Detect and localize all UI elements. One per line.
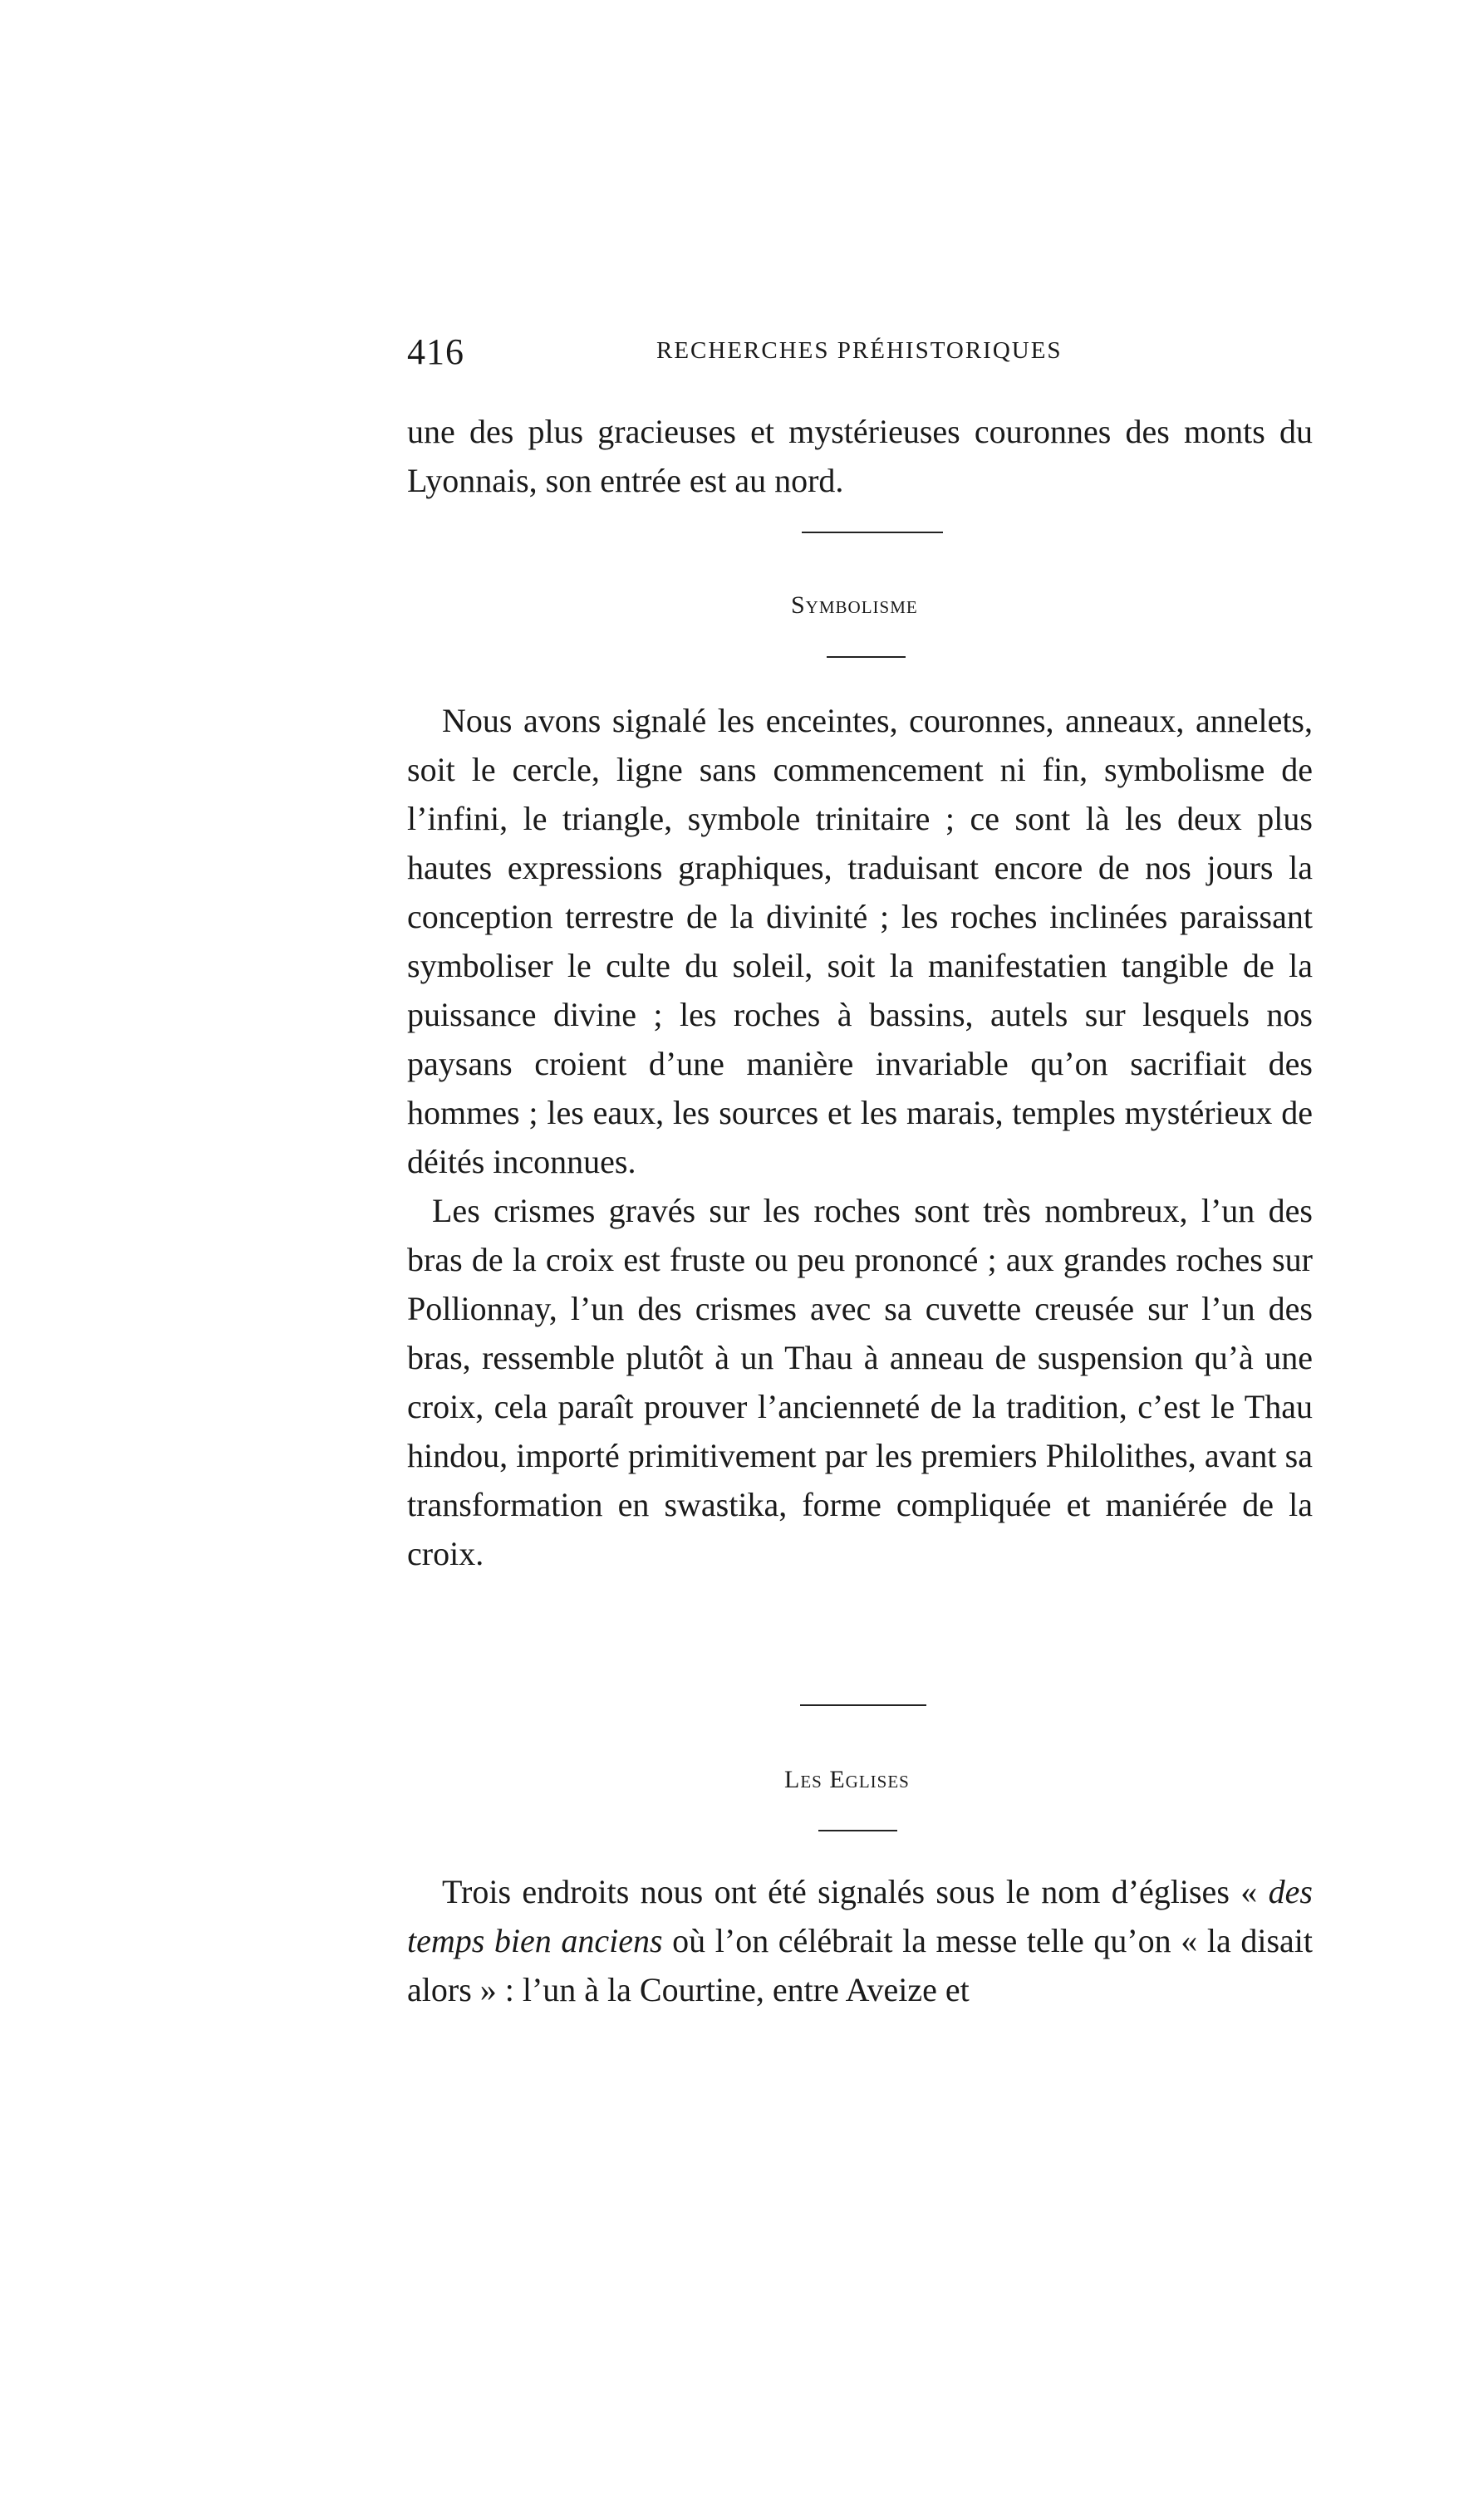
page-number: 416 <box>407 331 464 372</box>
symbolisme-text-block <box>407 696 1313 1578</box>
intro-paragraph: une des plus gracieuses et mystérieuses couronnes des monts du Lyonnais, son entrée est au nord. <box>407 413 1313 499</box>
section-divider <box>800 1704 926 1706</box>
symbolisme-paragraph-1: Nous avons signalé les enceintes, couronnes, anneaux, annelets, soit le cercle, ligne sans commencement ni fin, symbolisme de l’infini, le triangle, symbole trinitaire ; ce sont là les deux plus hautes expressions graphiques, traduisant encore de nos jours la conception terrestre de la divinité ; les roches inclinées paraissant symboliser le culte du soleil, soit la manifestatien tangible de la puissance divine ; les roches à bassins, autels sur lesquels nos paysans croient d’une manière invariable qu’on sacrifiait des hommes ; les eaux, les sources et les marais, temples mystérieux de déités inconnues. <box>407 702 1313 1180</box>
eglises-text-block <box>407 1867 1313 2014</box>
eglises-text-italic: des temps bien anciens <box>407 1873 1313 1959</box>
eglises-paragraph <box>407 1867 1313 2014</box>
heading-underline <box>827 656 906 658</box>
eglises-text-end: où l’on célébrait la messe telle qu’on « la disait alors » : l’un à la Courtine, entre Aveize et <box>407 1922 1313 2008</box>
intro-paragraph-block <box>407 407 1313 505</box>
section-divider <box>802 532 943 533</box>
section-heading-eglises: Les Eglises <box>784 1766 910 1793</box>
symbolisme-paragraph-2: Les crismes gravés sur les roches sont très nombreux, l’un des bras de la croix est fruste ou peu prononcé ; aux grandes roches sur Pollionnay, l’un des crismes avec sa cuvette creusée sur l’un des bras, ressemble plutôt à un Thau à anneau de suspension qu’à une croix, cela paraît prouver l’ancienneté de la tradition, c’est le Thau hindou, importé primitivement par les premiers Philolithes, avant sa transformation en swastika, forme compliquée et maniérée de la croix. <box>407 1192 1313 1572</box>
section-heading-symbolisme: Symbolisme <box>791 591 918 619</box>
heading-underline <box>818 1830 897 1831</box>
running-title: RECHERCHES PRÉHISTORIQUES <box>656 337 1063 364</box>
running-head <box>407 331 1313 380</box>
eglises-text-start: Trois endroits nous ont été signalés sous le nom d’églises « <box>442 1873 1269 1910</box>
